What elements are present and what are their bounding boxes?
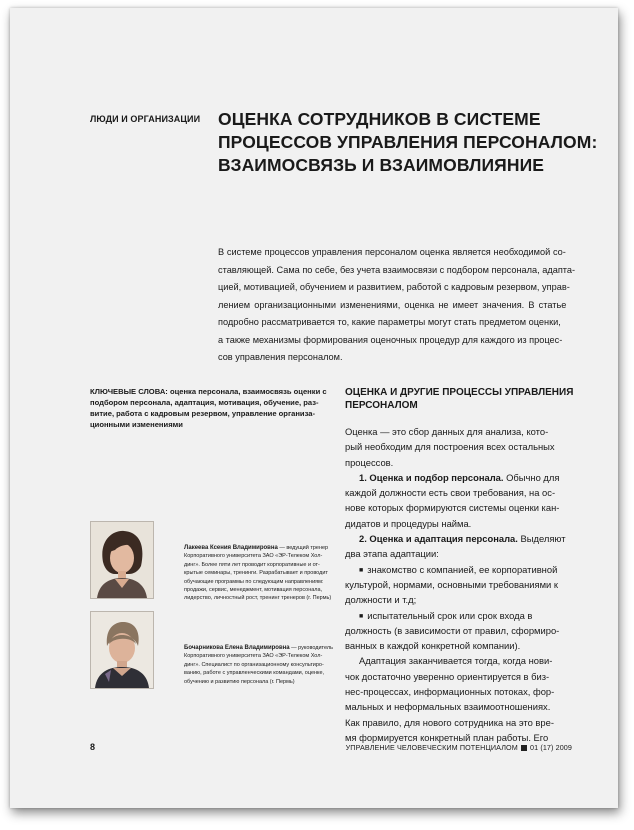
- section-heading: [345, 386, 605, 412]
- author-bio-first-line: [184, 544, 344, 552]
- lead-paragraph: [218, 244, 578, 367]
- body-line: дидатов и процедуры найма.: [345, 517, 472, 529]
- title-line: ОЦЕНКА СОТРУДНИКОВ В СИСТЕМЕ: [218, 109, 541, 129]
- body-line: процессов.: [345, 456, 394, 468]
- section-heading-line: ПЕРСОНАЛОМ: [345, 400, 418, 411]
- body-line: Оценка — это сбор данных для анализа, кото-: [345, 426, 549, 437]
- keywords-line: ционными изменениями: [90, 420, 183, 429]
- body-line: Как правило, для нового сотрудника на это вре-: [345, 716, 554, 728]
- article-body: [345, 424, 600, 745]
- author-role: — ведущий тренер: [277, 545, 329, 551]
- author-photo: [90, 521, 154, 599]
- author-bio-line: крытые семинары, тренинги. Разрабатывает и проводит: [184, 570, 328, 577]
- bullet-item: [345, 562, 600, 577]
- bullet-icon: ■: [359, 566, 364, 574]
- body-line: должность (в зависимости от правил, сформиро-: [345, 624, 560, 636]
- body-line: два этапа адаптации:: [345, 548, 439, 560]
- item-title: 1. Оценка и подбор персонала.: [359, 471, 504, 483]
- section-heading-line: ОЦЕНКА И ДРУГИЕ ПРОЦЕССЫ УПРАВЛЕНИЯ: [345, 387, 574, 398]
- item-text: Выделяют: [517, 533, 566, 545]
- item-title: 2. Оценка и адаптация персонала.: [359, 533, 518, 545]
- lead-line: сов управления персоналом.: [218, 352, 343, 362]
- author-bio-line: лидерство, личностный рост, тренинг тренеров (г. Пермь): [184, 595, 332, 602]
- author-name: Лакеева Ксения Владимировна: [184, 545, 278, 551]
- author-bio-first-line: [184, 644, 344, 652]
- list-item-heading: [345, 531, 600, 546]
- author-bio-line: ванию, работе с управленческими командами, оценке,: [184, 670, 325, 677]
- body-line: культурой, нормами, основными требованиями к: [345, 578, 558, 590]
- author-role: — руководитель: [289, 645, 333, 651]
- list-item-heading: [345, 470, 600, 485]
- author-bio: [184, 544, 344, 603]
- keywords-block: [90, 386, 335, 430]
- keywords-line: подбором персонала, адаптация, мотивация, обучение, раз-: [90, 398, 319, 407]
- bullet-text: знакомство с компанией, ее корпоративной: [367, 563, 558, 575]
- journal-footer: [346, 743, 572, 752]
- keywords-line: КЛЮЧЕВЫЕ СЛОВА: оценка персонала, взаимосвязь оценки с: [90, 387, 327, 396]
- body-line: Адаптация заканчивается тогда, когда нови-: [359, 655, 553, 667]
- author-bio-line: Корпоративного университета ЗАО «ЭР-Телеком Хол-: [184, 653, 323, 660]
- author-bio-line: обучению и развитию персонала (г. Пермь): [184, 678, 295, 685]
- author-bio-line: динг». Специалист по организационному консультиро-: [184, 661, 324, 668]
- author-bio-line: динг». Более пяти лет проводит корпоративные и от-: [184, 561, 320, 568]
- bullet-text: испытательный срок или срок входа в: [367, 609, 533, 621]
- author-name: Бочарникова Елена Владимировна: [184, 645, 290, 651]
- author-bio-line: обучающие программы по следующим направлениям:: [184, 578, 324, 585]
- item-text: Обычно для: [503, 471, 560, 483]
- author-portrait-image: [91, 522, 153, 598]
- lead-line: лением организационными изменениями, оценка не имеет значения. В статье: [218, 299, 567, 310]
- lead-line: В системе процессов управления персоналом оценка является необходимой со-: [218, 247, 566, 257]
- bullet-icon: ■: [359, 612, 364, 620]
- author-bio-line: продажи, сервис, менеджмент, мотивация персонала,: [184, 587, 323, 594]
- title-line: ВЗАИМОСВЯЗЬ И ВЗАИМОВЛИЯНИЕ: [218, 155, 545, 175]
- body-line: нове которых формируются системы оценки кан-: [345, 502, 560, 514]
- bullet-item: [345, 608, 600, 623]
- body-line: мя формируется конкретный план работы. Его: [345, 731, 549, 743]
- body-line: должности и т.д;: [345, 594, 417, 606]
- body-line: ванных в каждой конкретной компании).: [345, 640, 521, 652]
- lead-line: а также механизмы формирования оценочных процедур для каждого из процес-: [218, 334, 563, 345]
- magazine-page: [10, 8, 618, 808]
- square-separator-icon: [521, 745, 527, 751]
- journal-name: УПРАВЛЕНИЕ ЧЕЛОВЕЧЕСКИМ ПОТЕНЦИАЛОМ: [345, 743, 518, 752]
- page-number: 8: [90, 742, 96, 752]
- lead-line: подробно рассматривается то, какие параметры могут стать предметом оценки,: [218, 317, 561, 327]
- lead-line: ставляющей. Сама по себе, без учета взаимосвязи с подбором персонала, адапта-: [218, 264, 576, 275]
- body-line: нес-процессах, информационных потоках, фор-: [345, 686, 555, 698]
- author-bio: [184, 644, 344, 686]
- section-label: ЛЮДИ И ОРГАНИЗАЦИИ: [90, 114, 201, 124]
- body-line: чок достаточно уверенно ориентируется в биз-: [345, 670, 550, 682]
- body-line: мальных и неформальных взаимоотношениях.: [345, 701, 551, 713]
- journal-issue: 01 (17) 2009: [530, 743, 572, 752]
- keywords-line: витие, работа с кадровым резервом, управление организа-: [90, 409, 316, 418]
- lead-line: цией, мотивацией, обучением и развитием, работой с кадровым резервом, управ-: [218, 282, 570, 292]
- body-line: каждой должности есть свои требования, на ос-: [345, 487, 556, 499]
- body-line: рый необходим для построения всех остальных: [345, 441, 555, 453]
- author-photo: [90, 611, 154, 689]
- author-bio-line: Корпоративного университета ЗАО «ЭР-Телеком Хол-: [184, 553, 323, 560]
- article-title: [218, 108, 598, 177]
- title-line: ПРОЦЕССОВ УПРАВЛЕНИЯ ПЕРСОНАЛОМ:: [218, 132, 598, 152]
- author-portrait-image: [91, 612, 153, 688]
